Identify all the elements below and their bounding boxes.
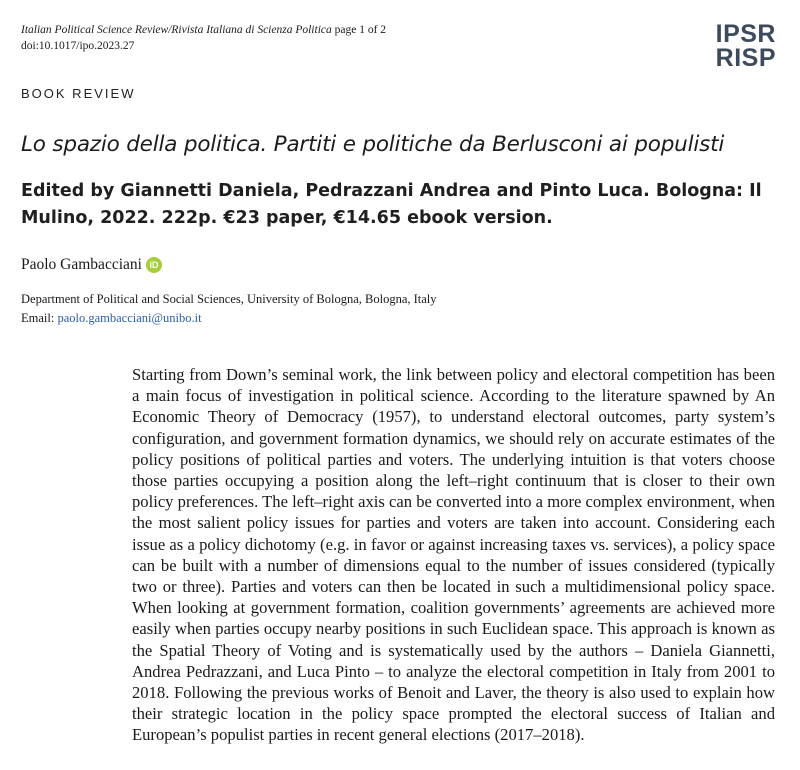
author-line xyxy=(21,256,162,274)
journal-line xyxy=(21,22,386,38)
author-name: Paolo Gambacciani xyxy=(21,256,142,273)
journal-name: Italian Political Science Review/Rivista Italiana di Scienza Politica xyxy=(21,24,332,36)
email-line xyxy=(21,309,437,328)
logo-line-risp: RISP xyxy=(715,44,776,72)
orcid-icon[interactable]: iD xyxy=(146,257,162,273)
affiliation-block xyxy=(21,290,437,328)
email-label: Email: xyxy=(21,311,55,325)
section-label: BOOK REVIEW xyxy=(21,86,136,101)
book-details: Edited by Giannetti Daniela, Pedrazzani Andrea and Pinto Luca. Bologna: Il Mulino, 2022. 222p. €23 paper, €14.65 ebook version. xyxy=(21,181,762,228)
header-meta xyxy=(21,22,386,54)
email-link[interactable]: paolo.gambacciani@unibo.it xyxy=(57,311,202,325)
book-title: Lo spazio della politica. Partiti e politiche da Berlusconi ai populisti xyxy=(21,132,725,157)
affiliation: Department of Political and Social Sciences, University of Bologna, Bologna, Italy xyxy=(21,292,437,306)
logo-line-ipsr: IPSR xyxy=(715,20,776,48)
body-paragraph: Starting from Down’s seminal work, the link between policy and electoral competition has been a main focus of investigation in political science. According to the literature spawned by An Economic Theory of Democracy (1957), to understand electoral outcomes, party system’s configuration, and government formation dynamics, we should rely on accurate estimates of the policy positions of political parties and voters. The underlying intuition is that voters choose those parties occupying a position along the left–right continuum that is closer to their own policy preferences. The left–right axis can be converted into a more complex environment, when the most salient policy issues for parties and voters are taken into account. Considering each issue as a policy dichotomy (e.g. in favor or against increasing taxes vs. services), a policy space can be built with a number of dimensions equal to the number of issues considered (typically two or three). Parties and voters can then be located in such a multidimensional policy space. When looking at government formation, coalition governments’ agreements are achieved more easily when parties occupy nearby positions in such Euclidean space. This approach is known as the Spatial Theory of Voting and is systematically used by the authors – Daniela Giannetti, Andrea Pedrazzani, and Luca Pinto – to analyze the electoral competition in Italy from 2001 to 2018. Following the previous works of Benoit and Laver, the theory is also used to explain how their strategic location in the policy space prompted the electoral success of Italian and European’s populist parties in recent general elections (2017–2018). xyxy=(132,365,775,745)
journal-logo xyxy=(716,22,776,70)
doi: doi:10.1017/ipo.2023.27 xyxy=(21,40,135,52)
page-info: page 1 of 2 xyxy=(334,24,387,36)
